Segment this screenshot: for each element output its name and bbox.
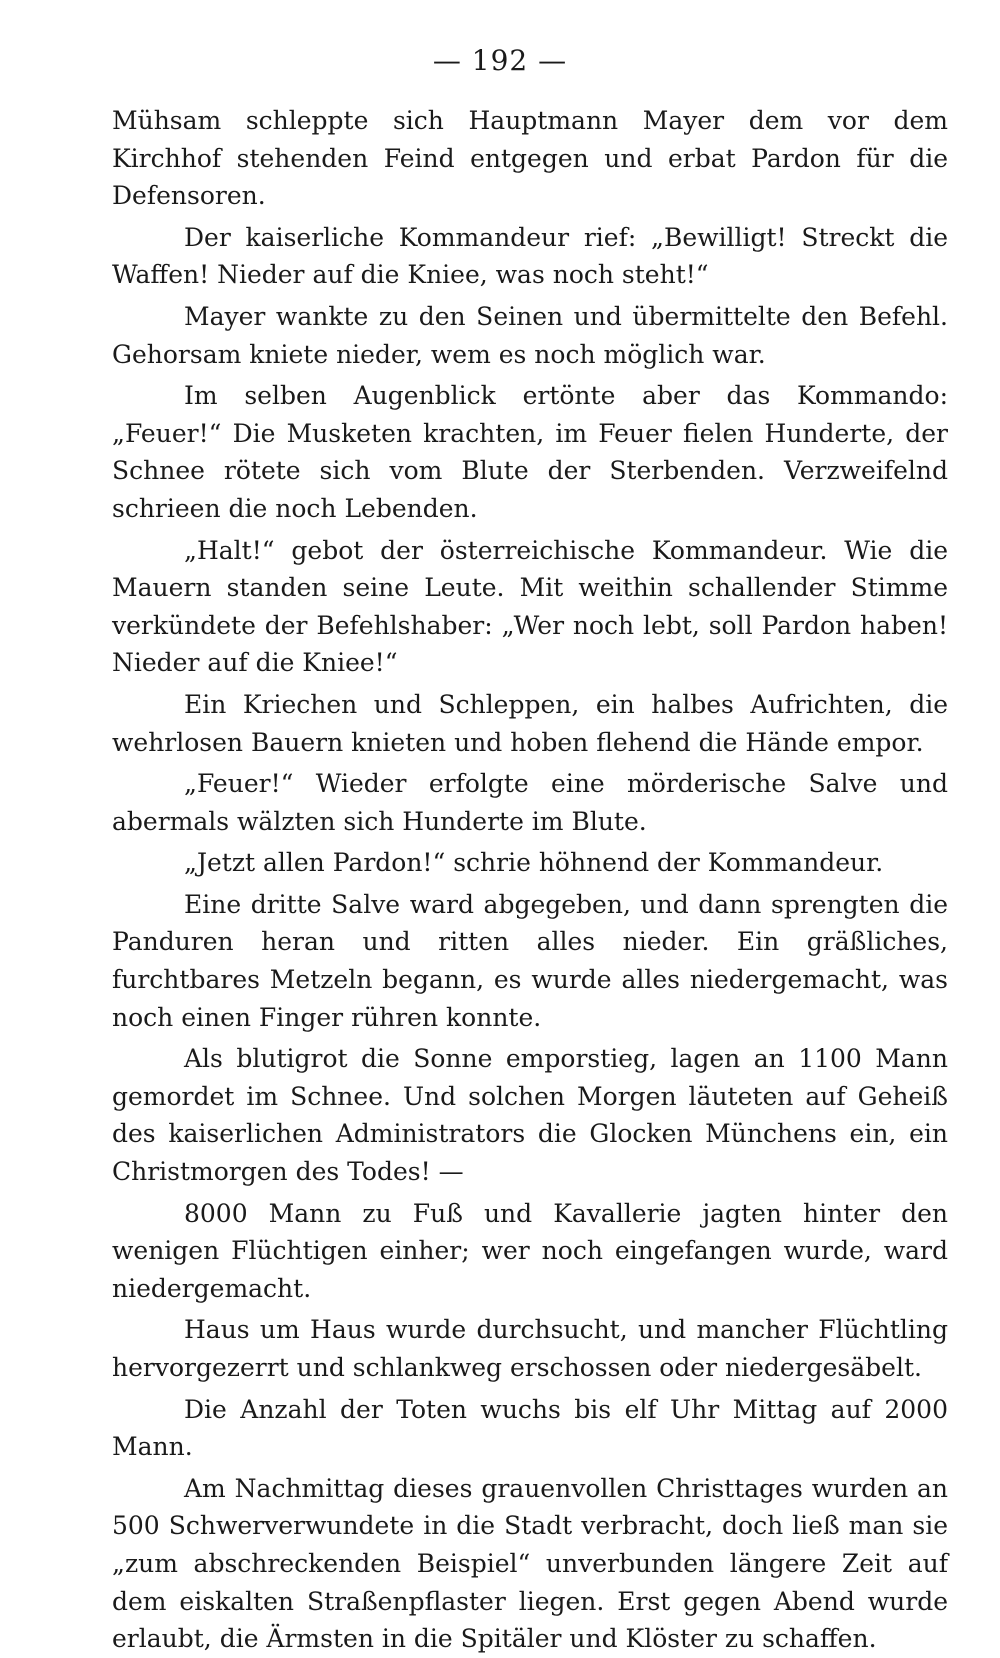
paragraph-4: Im selben Augenblick ertönte aber das Kommando: „Feuer!“ Die Musketen krachten, im Feuer fielen Hunderte, der Schnee rötete sich vom Blute der Sterbenden. Verzweifelnd schrieen die noch Lebenden. (112, 381, 948, 523)
paragraph-8: „Jetzt allen Pardon!“ schrie höhnend der Kommandeur. (184, 848, 884, 878)
paragraph-5: „Halt!“ gebot der österreichische Kommandeur. Wie die Mauern standen seine Leute. Mit weithin schallender Stimme verkündete der Befehlshaber: „Wer noch lebt, soll Pardon haben! Nieder auf die Kniee!“ (112, 535, 948, 678)
paragraph-3: Mayer wankte zu den Seinen und übermittelte den Befehl. Gehorsam kniete nieder, wem es noch möglich war. (112, 301, 948, 369)
body-text (112, 102, 948, 1658)
paragraph-7: „Feuer!“ Wieder erfolgte eine mörderische Salve und abermals wälzten sich Hunderte im Blute. (112, 769, 948, 836)
paragraph-9: Eine dritte Salve ward abgegeben, und dann sprengten die Panduren heran und ritten alles nieder. Ein gräßliches, furchtbares Metzeln begann, es wurde alles niedergemacht, was noch einen Finger rühren konnte. (112, 889, 948, 1032)
paragraph-13: Die Anzahl der Toten wuchs bis elf Uhr Mittag auf 2000 Mann. (112, 1394, 948, 1462)
paragraph-11: 8000 Mann zu Fuß und Kavallerie jagten hinter den wenigen Flüchtigen einher; wer noch eingefangen wurde, ward niedergemacht. (112, 1198, 948, 1303)
paragraph-12: Haus um Haus wurde durchsucht, und mancher Flüchtling hervorgezerrt und schlankweg erschossen oder niedergesäbelt. (112, 1315, 948, 1382)
page-number: — 192 — (432, 44, 568, 77)
paragraph-6: Ein Kriechen und Schleppen, ein halbes Aufrichten, die wehrlosen Bauern knieten und hoben flehend die Hände empor. (112, 689, 948, 757)
paragraph-1: Mühsam schleppte sich Hauptmann Mayer dem vor dem Kirchhof stehenden Feind entgegen und erbat Pardon für die Defensoren. (112, 106, 948, 211)
paragraph-2: Der kaiserliche Kommandeur rief: „Bewilligt! Streckt die Waffen! Nieder auf die Kniee, was noch steht!“ (112, 222, 948, 290)
paragraph-10: Als blutigrot die Sonne emporstieg, lagen an 1100 Mann gemordet im Schnee. Und solchen Morgen läuteten auf Geheiß des kaiserlichen Administrators die Glocken Münchens ein, ein Christmorgen des Todes! — (112, 1044, 948, 1187)
paragraph-14: Am Nachmittag dieses grauenvollen Christtages wurden an 500 Schwerverwundete in die Stadt verbracht, doch ließ man sie „zum abschreckenden Beispiel“ unverbunden längere Zeit auf dem eiskalten Straßenpflaster liegen. Erst gegen Abend wurde erlaubt, die Ärmsten in die Spitäler und Klöster zu schaffen. (112, 1473, 948, 1654)
